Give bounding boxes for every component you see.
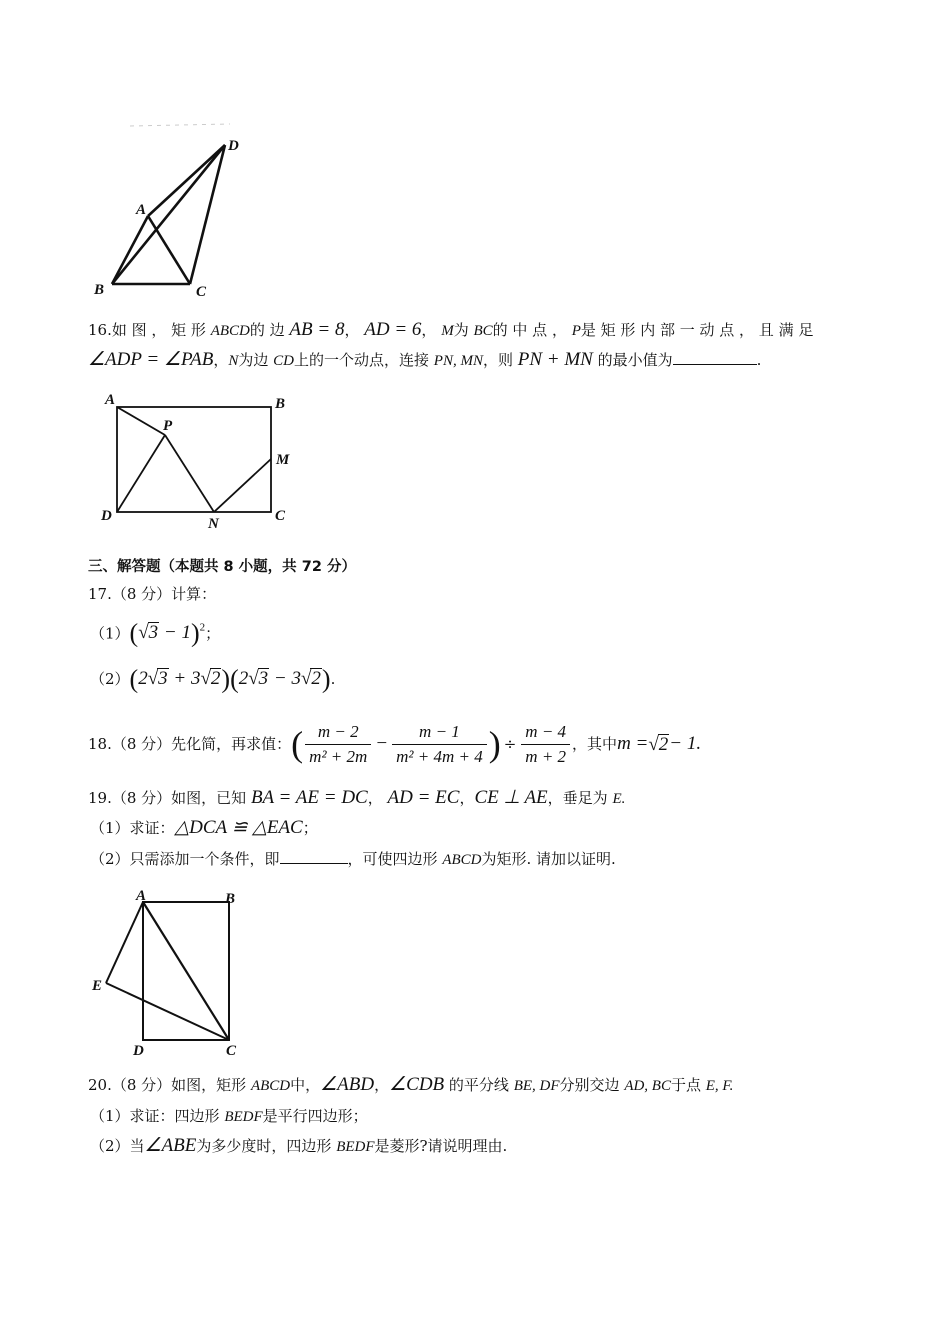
label-b: B	[225, 891, 236, 907]
q20-part2: （2）当∠ABE为多少度时，四边形 BEDF是菱形?请说明理由.	[90, 1135, 508, 1156]
q17-part2: （2）(2√3 + 3√2)(2√3 − 3√2).	[90, 664, 336, 694]
label-d: D	[101, 508, 112, 524]
q19-line1: 19.（8 分）如图，已知 BA = AE = DC， AD = EC，CE ⊥ AE，垂足为 E.	[88, 787, 626, 808]
q20-line1: 20.（8 分）如图，矩形 ABCD中，∠ABD，∠CDB 的平分线 BE, DF分别交边 AD, BC于点 E, F.	[88, 1074, 734, 1095]
label-a: A	[136, 888, 147, 904]
label-c: C	[226, 1043, 237, 1059]
label-d: D	[133, 1043, 144, 1059]
q19-part2: （2）只需添加一个条件，即 ，可使四边形 ABCD为矩形. 请加以证明.	[90, 850, 616, 868]
figure-19-rectangle	[88, 886, 248, 1061]
q18-line: 18.（8 分）先化简，再求值： ( $\frac{m - 2}{\text{m² + 2m}}$ − $\frac{m - 1}{\text{m² + 4m + 4}}$ ) ÷ $\frac{m - 4}{m + 2}$ ，其中 m = √2 − 1.	[88, 721, 702, 766]
label-e: E	[92, 978, 103, 994]
answer-blank-19[interactable]	[280, 849, 348, 864]
label-c: C	[275, 508, 286, 524]
label-b: B	[94, 282, 105, 298]
label-a: A	[105, 392, 116, 408]
section-3-heading: 三、解答题（本题共 8 小题，共 72 分）	[88, 559, 356, 575]
q17-title: 17.（8 分）计算：	[88, 585, 217, 603]
q16-line2: ∠ADP = ∠PAB，N为边 CD上的一个动点，连接 PN, MN，则 PN + MN 的最小值为 .	[88, 349, 762, 370]
q19-part1: （1）求证：△DCA ≌ △EAC；	[90, 817, 318, 838]
label-d: D	[228, 138, 239, 154]
q20-part1: （1）求证：四边形 BEDF是平行四边形；	[90, 1107, 368, 1125]
q17-part1: $(1)(√3 - 1)^2$；	[90, 618, 221, 648]
label-b: B	[275, 396, 286, 412]
answer-blank-16[interactable]	[673, 350, 757, 365]
figure-16-rectangle	[95, 388, 305, 530]
label-n: N	[208, 516, 219, 530]
label-p: P	[163, 418, 173, 434]
q16-line1: 16.如 图 ， 矩 形 ABCD的 边 AB = 8， AD = 6， M为 BC的 中 点 ， P是 矩 形 内 部 一 动 点 ， 且 满 足	[88, 319, 814, 340]
label-a: A	[136, 202, 147, 218]
figure-15-triangles	[90, 118, 260, 303]
label-c: C	[196, 284, 207, 300]
label-m: M	[276, 452, 290, 468]
